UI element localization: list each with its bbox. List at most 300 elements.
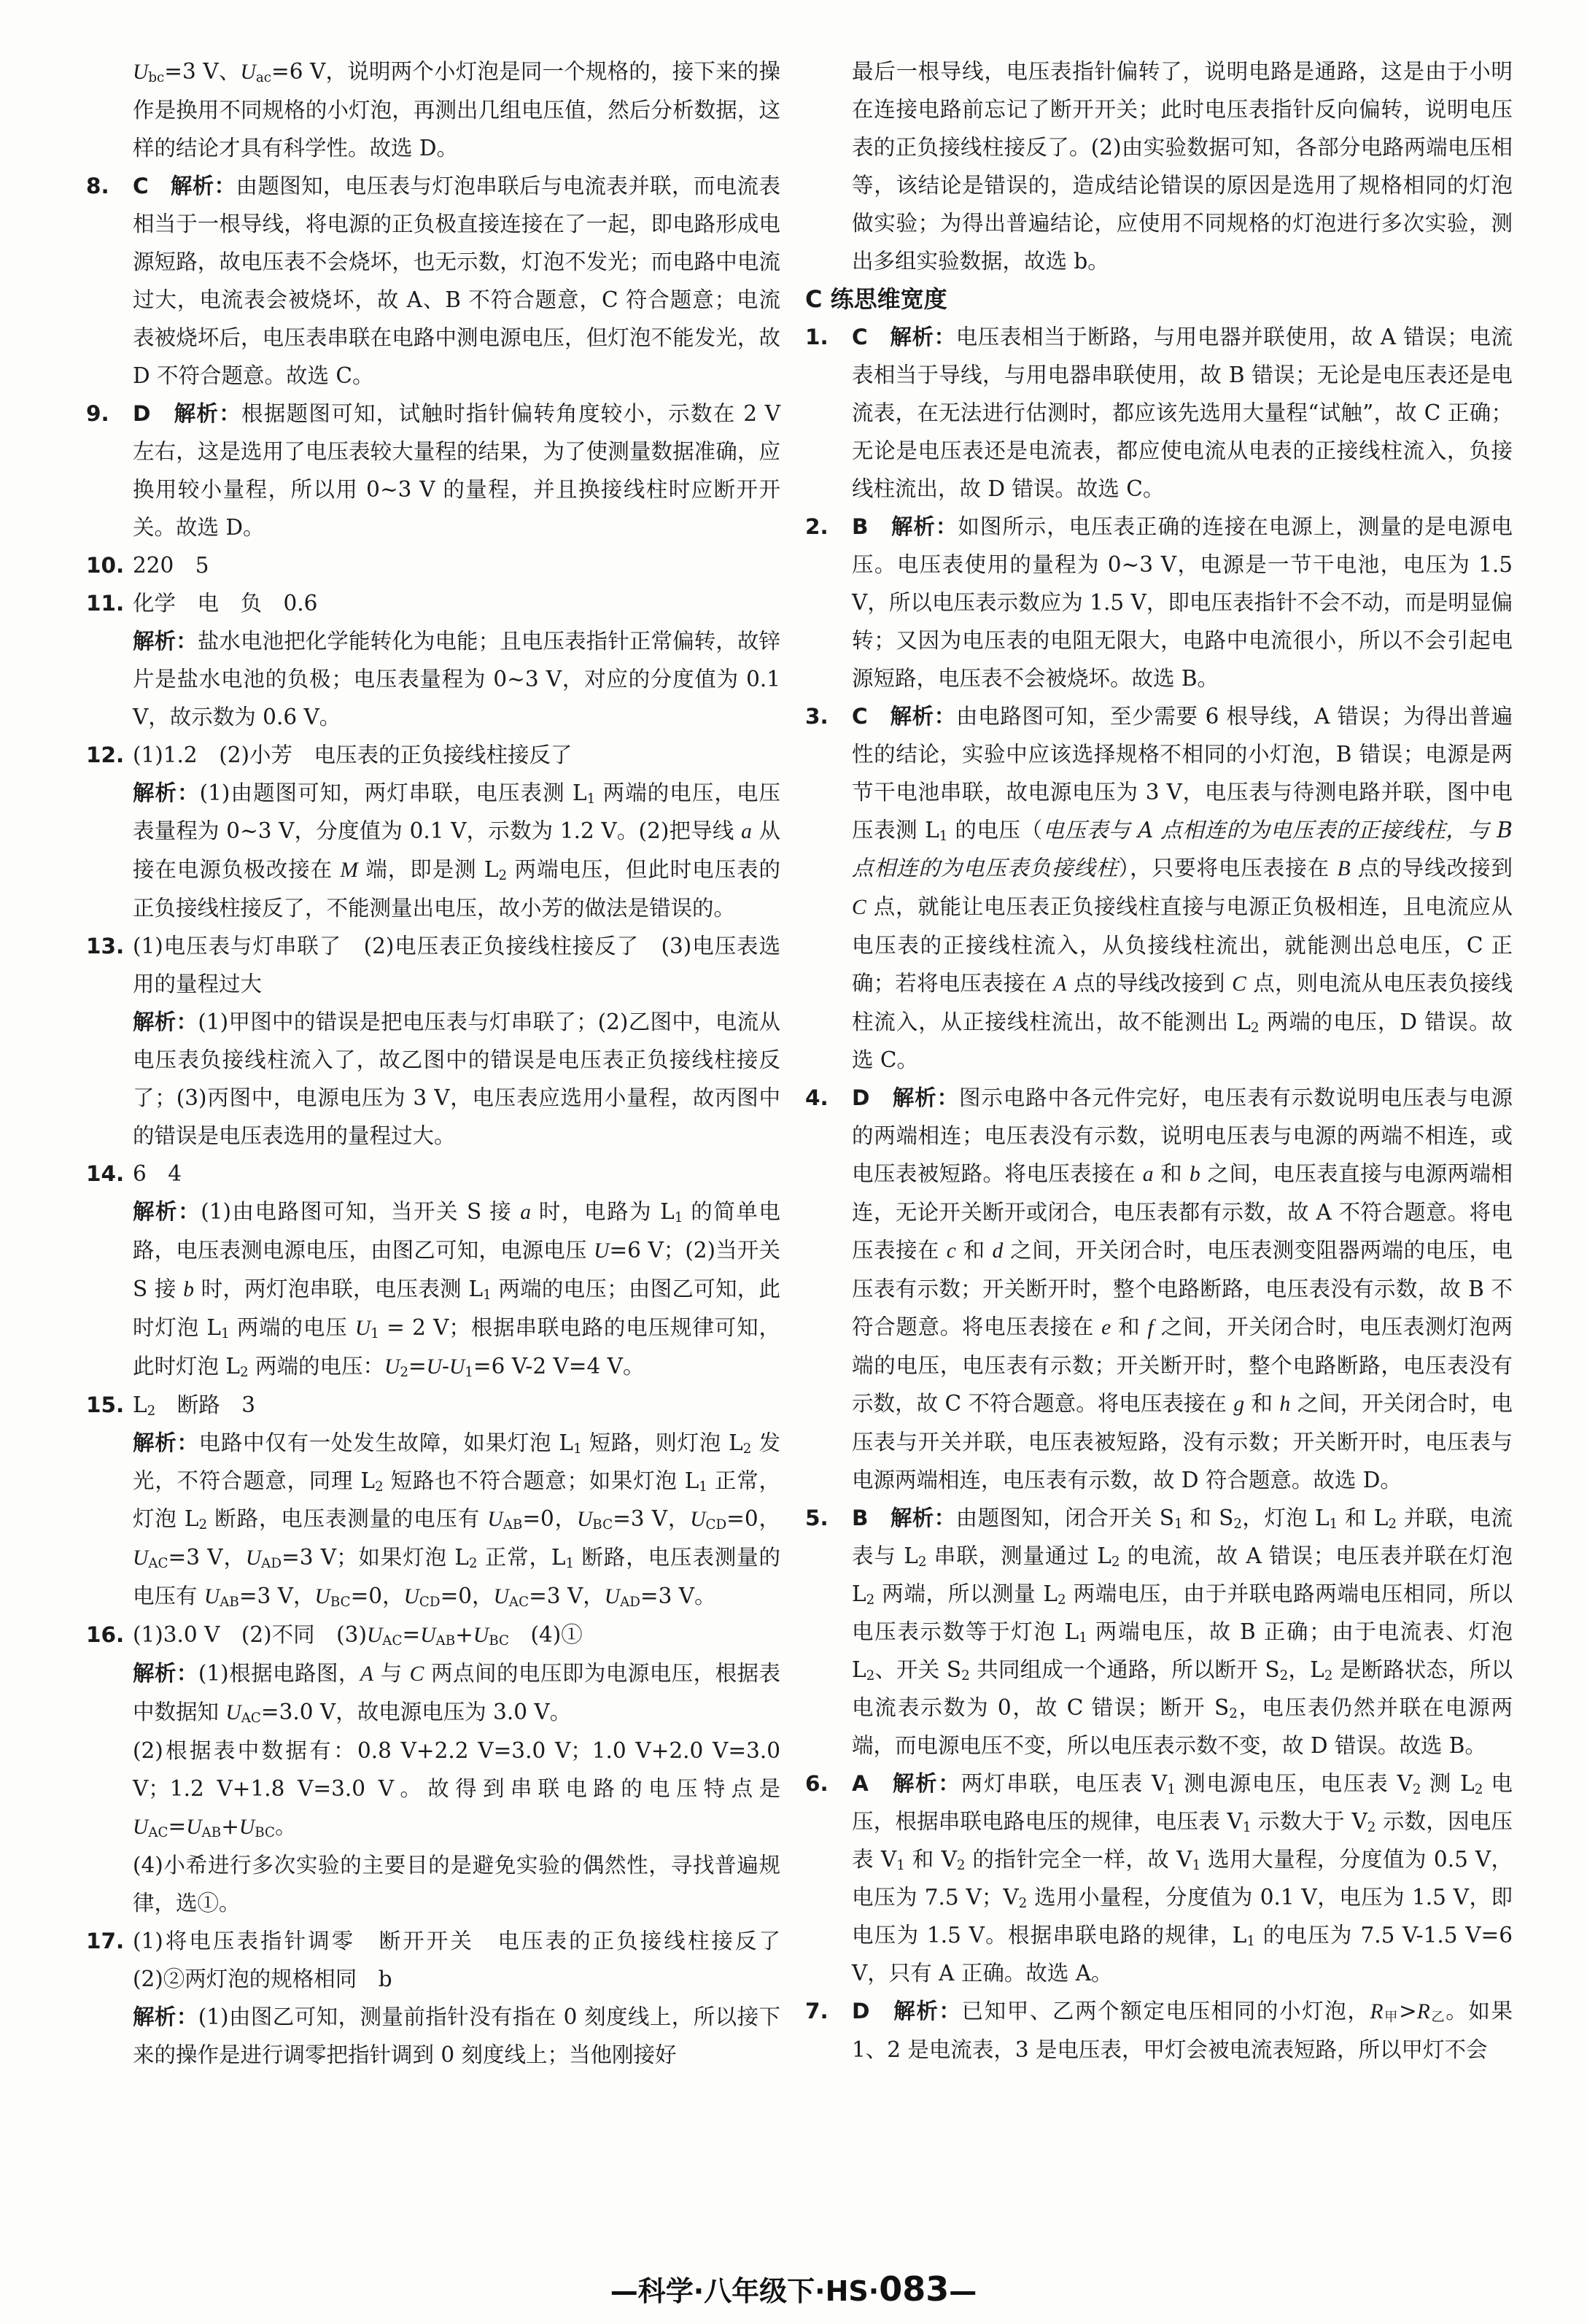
subscript: 2 [1250,1020,1260,1037]
answer-item [86,1155,780,1193]
explanation-paragraph [133,774,780,927]
subscript: 1 [896,1858,905,1874]
answer-item [805,508,1513,697]
text-run: 两端电压，故 B 正确；由于电流表、灯泡 L [852,1619,1513,1682]
answer-item [86,167,780,395]
bold-label: 解析： [133,1661,198,1686]
math-variable: U [245,1546,262,1570]
subscript: 2 [198,1517,208,1533]
text-run: 正常，灯泡 L [133,1468,780,1531]
text-run: 的电压为 7.5 V-1.5 V=6 V，只有 A 正确。故选 A。 [852,1923,1513,1986]
bold-label: 解析： [133,2005,198,2029]
item-number: 1. [805,325,829,349]
text-run: ，电压表仍然并联在电源两端，而电源电压不变，所以电压表示数不变，故 D 错误。故选 B。 [852,1695,1513,1758]
subscript: 2 [742,1441,752,1457]
math-variable: U [225,1701,241,1724]
text-run: 端，即是测 L [358,857,499,882]
subscript: 2 [400,1365,408,1381]
subscript: 1 [1192,1858,1201,1874]
bold-label: B [852,1506,869,1530]
text-run: 化学 电 负 0.6 [133,591,318,616]
subscript: 2 [1111,1554,1120,1570]
math-variable: C [852,896,866,919]
text-run: ），只要将电压表接在 [1118,856,1338,880]
text-run: (4)小希进行多次实验的主要目的是避免实验的偶然性，寻找普遍规律，选①。 [133,1853,780,1916]
text-run: =6 V-2 V=4 V。 [473,1354,645,1379]
math-variable: e [1101,1316,1111,1339]
math-variable: U [133,61,149,84]
subscript: 2 [1324,1668,1333,1684]
text-run: =3 V、 [164,59,241,84]
bold-label: 解析： [133,1430,199,1455]
text-run: 两端，所以测量 L [874,1581,1058,1606]
text-run: 从接在电源负极改接在 [133,818,780,882]
text-run: = [408,1354,427,1379]
text-run: 的电压（ [947,818,1043,843]
subscript: 2 [1474,1782,1483,1798]
math-variable: U [240,61,256,84]
math-variable: f [1147,1316,1154,1339]
text-run [869,514,891,539]
subscript: 1 [573,1441,582,1457]
bold-label: C 练思维宽度 [805,285,947,313]
item-number: 14. [86,1161,125,1186]
text-run: (1)由电路图可知，当开关 S 接 [201,1199,521,1224]
text-run: =6 V；(2)当开关 S 接 [133,1238,780,1301]
subscript: 2 [866,1592,875,1608]
subscript: BC [489,1633,509,1649]
subscript: 2 [917,1554,927,1570]
text-run: 6 4 [133,1161,182,1186]
subscript: AC [241,1711,261,1727]
text-run: 发光，不符合题意，同理 L [133,1430,780,1493]
answer-item [86,1386,780,1424]
subscript: 2 [147,1403,156,1419]
subscript: CD [419,1595,441,1611]
explanation-paragraph [133,1998,780,2074]
answer-item [805,697,1513,1079]
text-run: =0， [440,1584,494,1608]
text-run: =0， [350,1584,404,1608]
text-run: (4)① [508,1622,583,1647]
text-run: (1)1.2 (2)小芳 电压表的正负接线柱接反了 [133,743,573,767]
math-variable: b [1190,1163,1200,1186]
math-variable: a [1142,1163,1154,1186]
section-heading [805,280,1513,318]
math-variable: U [449,1355,465,1379]
text-run: L [133,1393,147,1417]
text-run: (1)甲图中的错误是把电压表与灯串联了；(2)乙图中，电流从电压表负接线柱流入了，故乙图中的错误是电压表正负接线柱接反了；(3)丙图中，电源电压为 3 V，电压表应选用小量程，故丙图中的错误是电压表选用的量程过大。 [133,1010,780,1148]
subscript: 2 [956,1858,966,1874]
text-run: =3 V， [238,1584,315,1608]
text-run: =3 V。 [640,1584,716,1608]
subscript: 2 [1018,1896,1028,1912]
text-run: 电压，根据串联电路电压的规律，电压表 V [852,1771,1513,1834]
text-run: + [455,1622,473,1647]
text-run: 测 L [1421,1771,1475,1796]
subscript: bc [148,70,165,86]
text-run: (1)由图乙可知，测量前指针没有指在 0 刻度线上，所以接下来的操作是进行调零把指针调到 0 刻度线上；当他刚接好 [133,2005,780,2067]
math-variable: U [314,1585,330,1608]
left-column [86,53,802,2263]
text-run: (2)根据表中数据有：0.8 V+2.2 V=3.0 V；1.0 V+2.0 V=3.0 V；1.2 V+1.8 V=3.0 V。故得到串联电路的电压特点是 [133,1738,780,1801]
text-run: 断路，电压表测量的电压有 [207,1506,488,1531]
bold-label: B [852,514,869,539]
text-run: 图示电路中各元件完好，电压表有示数说明电压表与电源的两端相连；电压表没有示数，说明电压表与电源的两端不相连，或电压表被短路。将电压表接在 [852,1085,1513,1186]
text-run: 短路也不符合题意；如果灯泡 L [383,1468,699,1493]
footer-dash: — [949,2275,977,2307]
subscript: 甲 [1383,2010,1399,2026]
text-run: 的指针完全一样，故 V [965,1847,1192,1872]
text-run: 两端的电压，D 错误。故选 C。 [852,1010,1513,1072]
answer-item [805,1499,1513,1765]
math-variable: U [403,1585,419,1608]
math-variable: U [238,1816,255,1839]
subscript: 2 [239,1365,249,1381]
text-run: 测电源电压，电压表 V [1175,1771,1413,1796]
item-number: 17. [86,1929,125,1953]
subscript: 2 [866,1668,875,1684]
subscript: 1 [1329,1517,1338,1533]
item-number: 5. [805,1506,829,1530]
answer-item [86,927,780,1003]
subscript: 1 [483,1287,492,1304]
math-variable: a [520,1201,531,1224]
text-run: 点的导线改接到 [1350,856,1513,880]
answer-item [86,584,780,622]
subscript: BC [592,1517,613,1533]
subscript: 1 [465,1365,473,1381]
text-run: 两端的电压 [229,1315,355,1340]
subscript: 1 [1246,1934,1256,1950]
text-run: > [1399,1999,1417,2023]
math-variable: U [384,1355,400,1379]
item-number: 9. [86,401,109,426]
subscript: 1 [1167,1782,1176,1798]
text-run: =3 V；如果灯泡 L [282,1545,469,1570]
right-column [805,53,1513,2263]
bold-label: D [133,401,151,426]
text-run: (1)根据电路图， [198,1661,360,1686]
item-number: 12. [86,743,125,767]
bold-label: 解析： [133,1010,198,1034]
subscript: 2 [374,1479,384,1495]
text-run: 两端的电压，电压表量程为 0~3 V，分度值为 0.1 V，示数为 1.2 V。(2)把导线 [133,781,780,843]
math-variable: U [594,1239,610,1263]
math-variable: U [426,1355,442,1379]
subscript: 2 [1412,1782,1421,1798]
text-run: 时，电路为 L [530,1199,675,1224]
item-number: 4. [805,1085,829,1110]
math-variable: U [133,1546,149,1570]
item-number: 11. [86,591,125,616]
math-variable: d [992,1239,1004,1263]
text-run: 电压表相当于断路，与用电器并联使用，故 A 错误；电流表相当于导线，与用电器串联使用，故 B 错误；无论是电压表还是电流表，在无法进行估测时，都应该先选用大量程“试触”，故 C 正确；无论是电压表还是电流表，都应使电流从电表的正接线柱流入，负接线柱流出，故 D 错误。故选 C。 [852,325,1513,501]
text-run: 和 [955,1238,993,1263]
text-run: 和 [1153,1161,1190,1186]
subscript: 2 [1367,1820,1376,1836]
text-run: ，灯泡 L [1241,1506,1330,1530]
subscript: 1 [586,791,596,807]
math-variable: U [420,1624,436,1647]
subscript: 1 [220,1326,230,1342]
subscript: 1 [1242,1820,1252,1836]
text-run: 220 5 [133,553,209,578]
text-run [868,325,890,349]
text-run: 最后一根导线，电压表指针偏转了，说明电路是通路，这是由于小明在连接电路前忘记了断开开关；此时电压表指针反向偏转，说明电压表的正负接线柱接反了。(2)由实验数据可知，各部分电路两端电压相等，该结论是错误的，造成结论错误的原因是选用了规格相同的灯泡做实验；为得出普遍结论，应使用不同规格的灯泡进行多次实验，测出多组实验数据，故选 b。 [852,59,1513,274]
text-run: 和 V [904,1847,957,1872]
subscript: 2 [961,1668,970,1684]
answer-item [86,395,780,546]
math-variable: U [203,1585,220,1608]
text-run: 正常，L [477,1545,566,1570]
bold-label: 解析： [890,704,956,729]
explanation-paragraph [133,1732,780,1846]
item-number: 6. [805,1771,829,1796]
subscript: AC [382,1633,403,1649]
text-run: 选用小量程，分度值为 0.1 V，电压为 1.5 V，即电压为 1.5 V。根据串联电路的规律，L [852,1885,1513,1948]
subscript: 1 [565,1556,575,1572]
item-number: 7. [805,1999,829,2023]
bold-label: 解析： [133,629,198,654]
text-run [869,1771,893,1796]
text-run: = 2 V；根据串联电路的电压规律可知，此时灯泡 L [133,1315,780,1379]
text-run: 两点间的电压即为电源电压，根据表中数据知 [133,1661,780,1724]
text-run: = [402,1622,421,1647]
text-run: 、开关 S [874,1657,962,1682]
item-number: 2. [805,514,829,539]
math-variable: g [1233,1393,1245,1416]
subscript: 2 [468,1556,478,1572]
continued-paragraph [133,53,780,167]
math-variable: U [604,1585,621,1608]
math-variable: C [1232,972,1246,996]
text-run: 点，则电流从电压表负接线柱流入，从正接线柱流出，故不能测出 L [852,971,1513,1034]
math-variable: U [186,1816,202,1839]
text-run: 选用大量程，分度值为 0.5 V，电压为 7.5 V；V [852,1847,1513,1910]
text-run: =3.0 V，故电源电压为 3.0 V。 [260,1700,572,1724]
text-run: =3 V， [613,1506,691,1531]
math-variable: h [1279,1393,1291,1416]
math-variable: U [133,1816,149,1839]
math-variable: U [473,1624,489,1647]
text-run: =6 V，说明两个小灯泡是同一个规格的，接下来的操作是换用不同规格的小灯泡，再测出几组电压值，然后分析数据，这样的结论才具有科学性。故选 D。 [133,59,780,160]
subscript: BC [255,1825,275,1841]
text-run: - [441,1354,449,1379]
text-run: = [168,1814,187,1839]
math-variable: U [366,1624,383,1647]
answer-item [805,1079,1513,1499]
text-run: =0， [522,1506,577,1531]
bold-label: 解析： [890,325,956,349]
subscript: CD [705,1517,727,1533]
explanation-paragraph [133,622,780,736]
continued-paragraph [852,53,1513,280]
math-variable: R [1416,2000,1430,2023]
text-run: 由题图知，电压表与灯泡串联后与电流表并联，而电流表相当于一根导线，将电源的正负极直接连接在了一起，即电路形成电源短路，故电压表不会烧坏，也无示数，灯泡不发光；而电路中电流过大，电流表会被烧坏，故 A、B 不符合题意，C 符合题意；电流表被烧坏后，电压表串联在电路中测电源电压，但灯泡不能发光，故 D 不符合题意。故选 C。 [133,174,780,388]
answer-item [805,1992,1513,2069]
text-run: 两端电压，由于并联电路两端电压相同，所以电压表示数等于灯泡 L [852,1581,1513,1644]
text-run: 断路 3 [155,1393,256,1417]
text-run: 。如果 1、2 是电流表，3 是电压表，甲灯会被电流表短路，所以甲灯不会 [852,1999,1513,2062]
text-run: 已知甲、乙两个额定电压相同的小灯泡， [961,1999,1370,2023]
text-run: 和 [1111,1314,1148,1339]
subscript: 2 [1229,1706,1238,1722]
explanation-paragraph [133,1846,780,1922]
bold-label: C [852,704,868,729]
subscript: ac [255,70,271,86]
subscript: 2 [1233,1517,1242,1533]
explanation-paragraph [133,1654,780,1732]
subscript: 2 [498,868,508,884]
text-run: 示数，因电压表 V [852,1809,1513,1872]
subscript: 1 [674,1210,683,1226]
text-run: (1)电压表与灯串联了 (2)电压表正负接线柱接反了 (3)电压表选用的量程过大 [133,934,780,996]
text-run: 的简单电路，电压表测电源电压，由图乙可知，电源电压 [133,1199,780,1263]
item-number: 10. [86,553,125,578]
text-run: (1)3.0 V (2)不同 (3) [133,1622,367,1647]
math-variable: C [409,1662,424,1686]
bold-label: 解析： [170,174,236,198]
text-run: 两灯串联，电压表 V [961,1771,1168,1796]
bold-label: 解析： [133,781,200,805]
text-run: 串联，测量通过 L [926,1543,1111,1568]
bold-label: C [133,174,149,198]
answer-item [86,1922,802,1998]
explanation-paragraph [133,1003,780,1155]
text-run: (1)由题图可知，两灯串联，电压表测 L [199,781,587,805]
math-variable: B [1337,857,1351,880]
bold-label: 解析： [890,514,958,539]
subscript: 2 [1388,1517,1397,1533]
text-run [151,401,174,426]
text-run: ，L [1288,1657,1324,1682]
math-variable: c [946,1239,956,1263]
text-run [870,1999,894,2023]
subscript: 1 [939,829,948,845]
answer-item [86,736,780,774]
text-run: (1)将电压表指针调零 断开开关 电压表的正负接线柱接反了 (2)②两灯泡的规格相同 b [133,1929,802,1991]
text-run: 与 [373,1661,410,1686]
explanation-paragraph [133,1424,780,1616]
text-run: 之间，开关闭合时，电压表与开关并联，电压表被短路，没有示数；开关断开时，电压表与电源两端相连，电压表有示数，故 D 符合题意。故选 D。 [852,1391,1513,1492]
text-run: =0， [726,1506,780,1531]
subscript: 2 [1279,1668,1289,1684]
item-number: 16. [86,1622,125,1647]
text-run: 并联，电流表与 L [852,1506,1513,1568]
bold-label: 解析： [890,1506,956,1530]
text-run: 由题图知，闭合开关 S [955,1506,1174,1530]
math-variable: U [576,1508,593,1531]
math-variable: U [487,1508,503,1531]
page-footer [0,2269,1587,2312]
math-variable: M [340,859,358,882]
subscript: AC [148,1825,168,1841]
subscript: 1 [1079,1630,1087,1646]
text-run: =3 V， [529,1584,605,1608]
text-run: 断路，电压表测量的电压有 [133,1545,781,1608]
text-run: 和 L [1338,1506,1389,1530]
subscript: AC [508,1595,529,1611]
text-run [149,174,171,198]
text-run: 电路中仅有一处发生故障，如果灯泡 L [198,1430,573,1455]
text-run [868,704,890,729]
footer-subject: —科学·八年级下·HS· [610,2275,880,2307]
bold-label: 解析： [892,1771,961,1796]
bold-label: D [852,1085,870,1110]
explanation-paragraph [133,1193,780,1386]
answer-item [805,1765,1513,1992]
text-run: 如图所示，电压表正确的连接在电源上，测量的是电源电压。电压表使用的量程为 0~3 V，电源是一节干电池，电压为 1.5 V，所以电压表示数应为 1.5 V，即电压表指针不会不动，而是明显偏转；又因为电压表的电阻无限大，电路中电流很小，所以不会引起电源短路，电压表不会被烧坏。故选 B。 [852,514,1513,691]
subscript: AB [201,1825,222,1841]
subscript: BC [330,1595,351,1611]
bold-label: A [852,1771,869,1796]
subscript: AC [148,1556,168,1572]
item-number: 8. [86,174,109,198]
text-run: 两端的电压： [248,1354,384,1379]
text-run: 之间，开关闭合时，电压表测变阻器两端的电压，电压表有示数；开关断开时，整个电路断路，电压表没有示数，故 B 不符合题意。将电压表接在 [852,1238,1513,1339]
subscript: 1 [370,1326,379,1342]
subscript: AB [220,1595,239,1611]
subscript: 乙 [1429,2010,1446,2026]
bold-label: C [852,325,868,349]
math-variable: R [1370,2000,1384,2023]
text-run: + [221,1814,239,1839]
item-number: 13. [86,934,125,958]
answer-item [86,1616,780,1654]
text-run [870,1085,893,1110]
math-variable: U [493,1585,509,1608]
math-variable: A [360,1662,373,1686]
math-variable: U [354,1317,371,1340]
subscript: AD [620,1595,640,1611]
text-run [869,1506,890,1530]
text-run: 之间，开关闭合时，电压表测灯泡两端的电压，电压表有示数；开关断开时，整个电路断路，电压表没有示数，故 C 不符合题意。将电压表接在 [852,1314,1513,1416]
answer-item [86,546,780,584]
text-run: 示数大于 V [1251,1809,1367,1834]
subscript: AB [503,1517,523,1533]
subscript: 2 [1057,1592,1066,1608]
text-run: 之间，电压表直接与电源两端相连，无论开关断开或闭合，电压表都有示数，故 A 不符合题意。将电压表接在 [852,1161,1513,1263]
subscript: AB [435,1633,456,1649]
math-variable: a [741,820,752,843]
math-variable: b [183,1278,195,1301]
text-run: 和 [1244,1391,1280,1416]
text-run: =3 V， [168,1545,246,1570]
text-run: 点的导线改接到 [1066,971,1233,996]
text-run: 和 S [1182,1506,1234,1530]
text-run: 共同组成一个通路，所以断开 S [969,1657,1280,1682]
page-number: 083 [879,2269,950,2309]
text-run: 两端电压，但此时电压表的正负接线柱接反了，不能测量出电压，故小芳的做法是错误的。 [133,857,780,921]
bold-label: 解析： [133,1199,201,1224]
math-variable: U [690,1508,706,1531]
math-variable: A [1053,972,1067,996]
subscript: 1 [1173,1517,1183,1533]
text-run: 盐水电池把化学能转化为电能；且电压表指针正常偏转，故锌片是盐水电池的负极；电压表量程为 0~3 V，对应的分度值为 0.1 V，故示数为 0.6 V。 [133,629,780,729]
bold-label: D [852,1999,870,2023]
annotation-text: 电压表与 A 点相连的为电压表的正接线柱，与 B 点相连的为电压表负接线柱 [852,818,1513,880]
item-number: 3. [805,704,829,729]
text-run: 是断路状态，所以电流表示数为 0，故 C 错误；断开 S [852,1657,1513,1720]
bold-label: 解析： [174,401,242,426]
answer-item [805,318,1513,508]
text-run: 点，就能让电压表正负接线柱直接与电源正负极相连，且电流应从电压表的正接线柱流入，从负接线柱流出，就能测出总电压，C 正确；若将电压表接在 [852,894,1513,996]
text-run: 由电路图可知，至少需要 6 根导线，A 错误；为得出普遍性的结论，实验中应该选择规格不相同的小灯泡，B 错误；电源是两节干电池串联，故电源电压为 3 V，电压表与待测电路并联，图中电压表测 L [852,704,1513,843]
text-run: 根据题图可知，试触时指针偏转角度较小，示数在 2 V 左右，这是选用了电压表较大量程的结果，为了使测量数据准确，应换用较小量程，所以用 0~3 V 的量程，并且换接线柱时应断开开关。故选 D。 [133,401,780,540]
text-run: 时，两灯泡串联，电压表测 L [194,1277,484,1301]
text-run: 短路，则灯泡 L [581,1430,743,1455]
